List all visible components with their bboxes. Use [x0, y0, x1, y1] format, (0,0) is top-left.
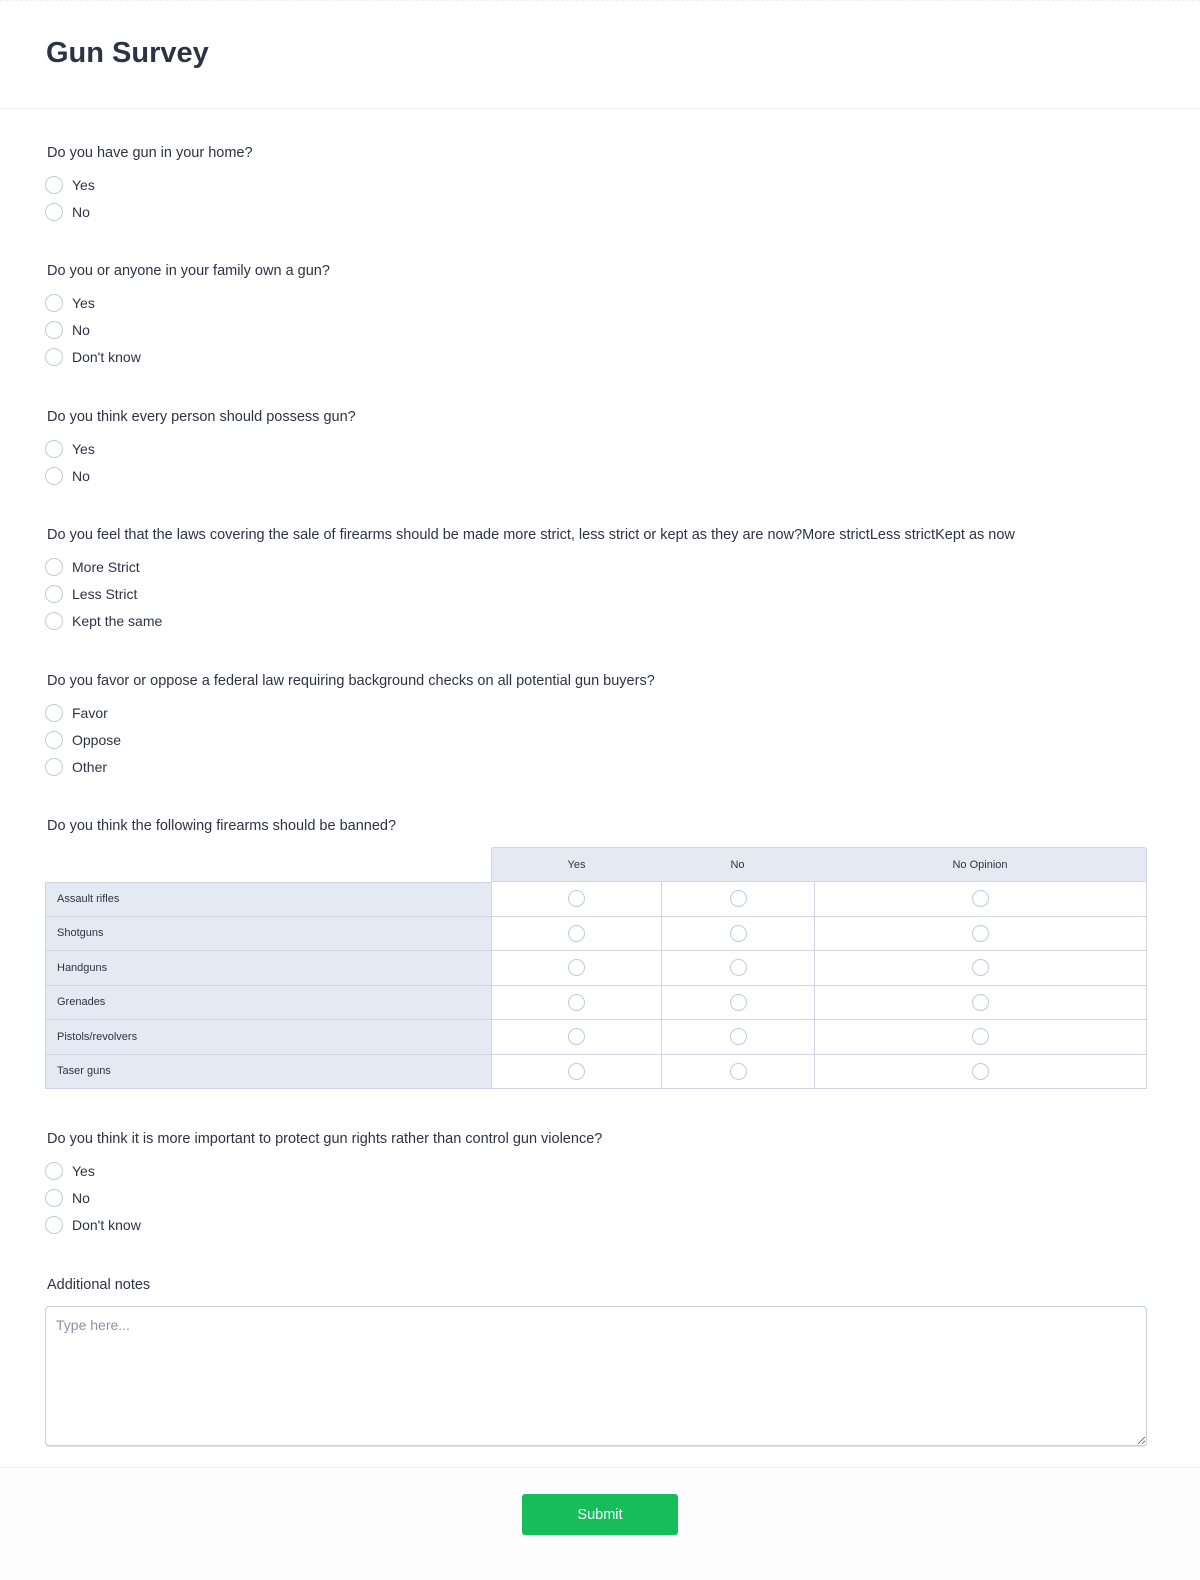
grid-cell[interactable] — [492, 951, 662, 986]
radio-option[interactable] — [47, 1185, 1157, 1212]
grid-row — [45, 951, 1147, 986]
form-header — [0, 0, 1200, 109]
question-label: Do you favor or oppose a federal law requiring background checks on all potential gun buyers? — [47, 673, 655, 689]
option-label: Kept the same — [72, 612, 163, 629]
grid-row-label: Shotguns — [45, 917, 492, 952]
radio-button[interactable] — [568, 994, 585, 1011]
grid-cell[interactable] — [662, 986, 815, 1021]
radio-button[interactable] — [972, 959, 989, 976]
radio-option[interactable] — [47, 554, 1157, 581]
grid-cell[interactable] — [815, 917, 1147, 952]
radio-button[interactable] — [972, 1063, 989, 1080]
radio-button[interactable] — [45, 758, 63, 776]
radio-option[interactable] — [47, 172, 1157, 199]
radio-button[interactable] — [45, 467, 63, 485]
grid-row — [45, 882, 1147, 917]
radio-option[interactable] — [47, 199, 1157, 226]
grid-column-header: Yes — [491, 847, 662, 882]
question-label: Do you think it is more important to protect gun rights rather than control gun violence? — [47, 1131, 603, 1147]
radio-button[interactable] — [45, 612, 63, 630]
radio-button[interactable] — [568, 1028, 585, 1045]
radio-option[interactable] — [47, 1158, 1157, 1185]
option-label: Favor — [72, 705, 108, 722]
question-label: Do you feel that the laws covering the sale of firearms should be made more strict, less strict or kept as they are now?More strictLess strictKept as now — [47, 527, 1015, 543]
radio-button[interactable] — [972, 1028, 989, 1045]
radio-button[interactable] — [45, 1216, 63, 1234]
radio-button[interactable] — [730, 890, 747, 907]
additional-notes-section — [47, 1275, 1157, 1304]
radio-button[interactable] — [972, 925, 989, 942]
question-4 — [47, 525, 1157, 634]
radio-button[interactable] — [730, 994, 747, 1011]
radio-button[interactable] — [568, 890, 585, 907]
grid-cell[interactable] — [492, 986, 662, 1021]
question-6 — [47, 816, 1157, 845]
option-label: No — [72, 322, 90, 339]
radio-option[interactable] — [47, 1211, 1157, 1238]
grid-row — [45, 917, 1147, 952]
radio-option[interactable] — [47, 700, 1157, 727]
grid-cell[interactable] — [492, 882, 662, 917]
page-title: Gun Survey — [46, 37, 209, 69]
radio-button[interactable] — [730, 1063, 747, 1080]
radio-button[interactable] — [730, 925, 747, 942]
question-3 — [47, 407, 1157, 489]
radio-button[interactable] — [568, 1063, 585, 1080]
option-label: Don't know — [72, 348, 141, 365]
grid-row-label: Pistols/revolvers — [45, 1020, 492, 1055]
radio-button[interactable] — [45, 1162, 63, 1180]
option-label: No — [72, 468, 90, 485]
question-label: Do you think the following firearms should be banned? — [47, 818, 397, 834]
radio-button[interactable] — [730, 1028, 747, 1045]
question-2 — [47, 261, 1157, 370]
option-label: Yes — [72, 1163, 95, 1180]
radio-button[interactable] — [972, 890, 989, 907]
grid-row-label: Assault rifles — [45, 882, 492, 917]
grid-column-header: No Opinion — [814, 847, 1147, 882]
radio-button[interactable] — [45, 440, 63, 458]
grid-cell[interactable] — [492, 917, 662, 952]
radio-button[interactable] — [45, 348, 63, 366]
option-label: No — [72, 204, 90, 221]
radio-option[interactable] — [47, 607, 1157, 634]
radio-button[interactable] — [568, 959, 585, 976]
radio-button[interactable] — [45, 1189, 63, 1207]
grid-cell[interactable] — [815, 986, 1147, 1021]
option-label: More Strict — [72, 559, 140, 576]
grid-cell[interactable] — [815, 1020, 1147, 1055]
radio-button[interactable] — [45, 558, 63, 576]
radio-button[interactable] — [568, 925, 585, 942]
grid-cell[interactable] — [815, 951, 1147, 986]
radio-button[interactable] — [45, 585, 63, 603]
radio-button[interactable] — [45, 704, 63, 722]
radio-option[interactable] — [47, 463, 1157, 490]
option-label: Yes — [72, 295, 95, 312]
radio-option[interactable] — [47, 753, 1157, 780]
submit-button[interactable]: Submit — [522, 1494, 678, 1535]
option-label: Less Strict — [72, 586, 138, 603]
grid-cell[interactable] — [662, 882, 815, 917]
grid-column-header: No — [661, 847, 815, 882]
grid-row-label: Grenades — [45, 986, 492, 1021]
radio-button[interactable] — [972, 994, 989, 1011]
option-label: No — [72, 1190, 90, 1207]
radio-button[interactable] — [45, 731, 63, 749]
radio-option[interactable] — [47, 436, 1157, 463]
grid-cell[interactable] — [492, 1055, 662, 1090]
grid-cell[interactable] — [662, 917, 815, 952]
question-1 — [47, 143, 1157, 225]
option-label: Other — [72, 758, 108, 775]
radio-option[interactable] — [47, 290, 1157, 317]
question-5 — [47, 671, 1157, 780]
grid-row — [45, 986, 1147, 1021]
grid-row — [45, 1020, 1147, 1055]
additional-notes-textarea[interactable] — [45, 1306, 1147, 1446]
grid-row-label: Handguns — [45, 951, 492, 986]
question-label: Additional notes — [47, 1277, 151, 1293]
form-footer — [0, 1467, 1200, 1580]
question-label: Do you have gun in your home? — [47, 145, 253, 161]
option-label: Yes — [72, 441, 95, 458]
radio-option[interactable] — [47, 317, 1157, 344]
radio-button[interactable] — [45, 176, 63, 194]
grid-cell[interactable] — [662, 951, 815, 986]
option-label: Don't know — [72, 1216, 141, 1233]
radio-option[interactable] — [47, 343, 1157, 370]
radio-option[interactable] — [47, 581, 1157, 608]
radio-option[interactable] — [47, 727, 1157, 754]
option-label: Yes — [72, 177, 95, 194]
grid-cell[interactable] — [815, 882, 1147, 917]
question-7 — [47, 1129, 1157, 1238]
radio-button[interactable] — [45, 294, 63, 312]
grid-cell[interactable] — [662, 1020, 815, 1055]
firearms-ban-matrix — [45, 847, 1147, 1090]
question-label: Do you think every person should possess gun? — [47, 409, 356, 425]
radio-button[interactable] — [45, 203, 63, 221]
question-label: Do you or anyone in your family own a gun? — [47, 263, 330, 279]
grid-cell[interactable] — [662, 1055, 815, 1090]
grid-row-label: Taser guns — [45, 1055, 492, 1090]
grid-row — [45, 1055, 1147, 1090]
radio-button[interactable] — [45, 321, 63, 339]
grid-cell[interactable] — [492, 1020, 662, 1055]
option-label: Oppose — [72, 732, 122, 749]
radio-button[interactable] — [730, 959, 747, 976]
grid-cell[interactable] — [815, 1055, 1147, 1090]
